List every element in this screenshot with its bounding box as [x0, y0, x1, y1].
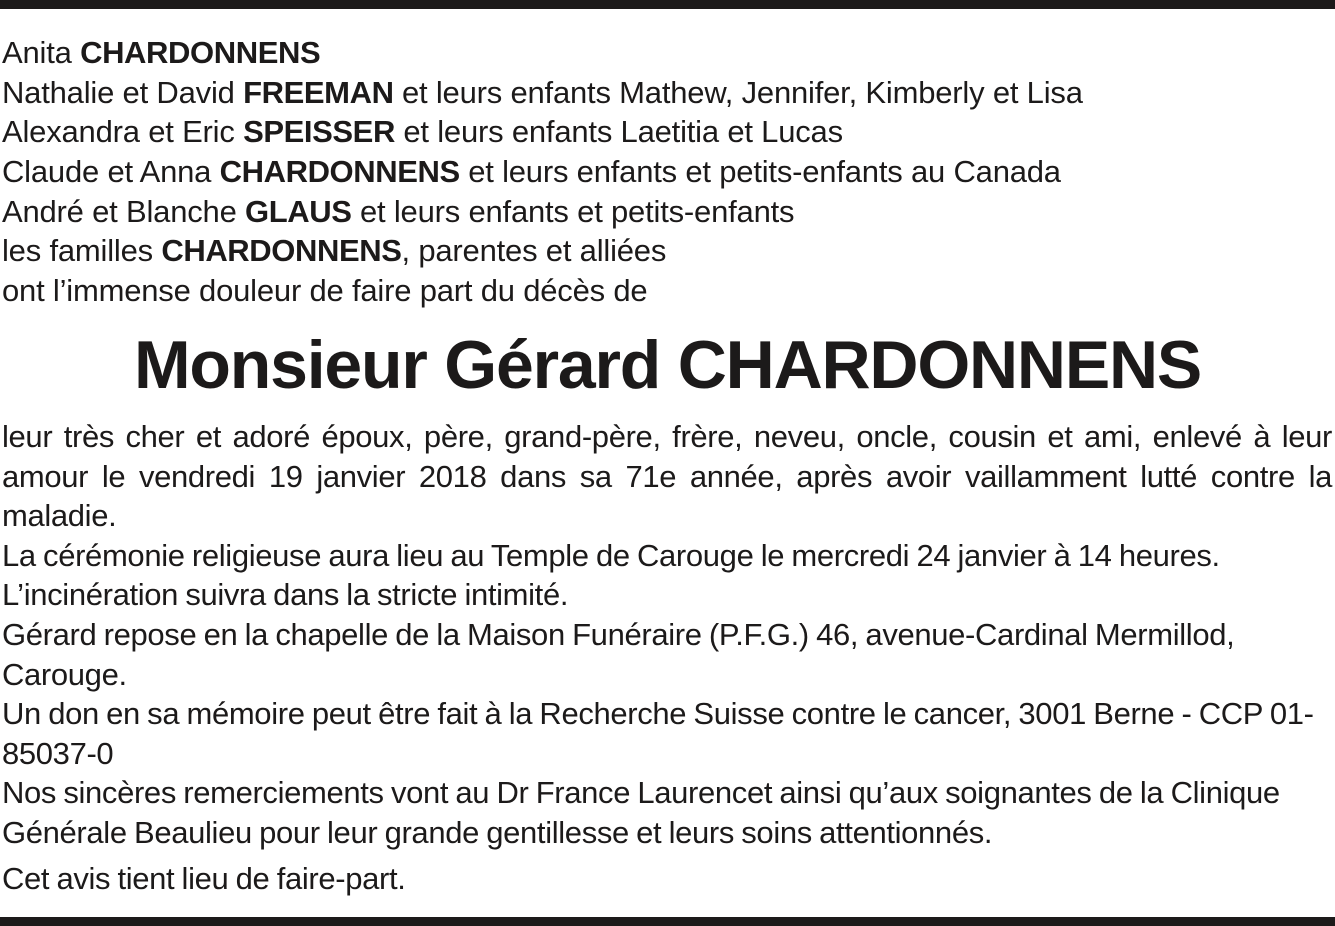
thanks-paragraph: Nos sincères remerciements vont au Dr France Laurencet ainsi qu’aux soignantes de la Clinique Générale Beaulieu pour leur grande gentillesse et leurs soins attentionnés.	[2, 775, 1280, 850]
tribute-paragraph: leur très cher et adoré époux, père, grand-père, frère, neveu, oncle, cousin et ami, enlevé à leur amour le vendredi 19 janvier 2018 dans sa 71e année, après avoir vaillamment lutté contre la maladie.	[2, 419, 1332, 534]
family-line: les familles CHARDONNENS, parentes et alliées	[2, 233, 667, 269]
family-line: Anita CHARDONNENS	[2, 35, 321, 70]
closing-line: Cet avis tient lieu de faire-part.	[2, 860, 406, 896]
family-line: André et Blanche GLAUS et leurs enfants et petits-enfants	[2, 193, 795, 229]
bottom-border-rule	[0, 917, 1335, 926]
deceased-name: Monsieur Gérard CHARDONNENS	[133, 327, 1202, 403]
family-line: Nathalie et David FREEMAN et leurs enfants Mathew, Jennifer, Kimberly et Lisa	[2, 74, 1083, 110]
announcement-line: ont l’immense douleur de faire part du décès de	[2, 273, 648, 309]
top-border-rule	[0, 0, 1335, 9]
viewing-paragraph: Gérard repose en la chapelle de la Maison Funéraire (P.F.G.) 46, avenue-Cardinal Mermillod, Carouge.	[2, 616, 1235, 692]
family-line: Claude et Anna CHARDONNENS et leurs enfants et petits-enfants au Canada	[2, 154, 1061, 190]
ceremony-paragraph: La cérémonie religieuse aura lieu au Temple de Carouge le mercredi 24 janvier à 14 heures.	[2, 537, 1220, 573]
family-list	[2, 33, 1332, 311]
family-line: Alexandra et Eric SPEISSER et leurs enfants Laetitia et Lucas	[2, 114, 843, 150]
cremation-paragraph: L’incinération suivra dans la stricte intimité.	[2, 577, 569, 613]
notice-body	[2, 417, 1332, 898]
donation-paragraph: Un don en sa mémoire peut être fait à la Recherche Suisse contre le cancer, 3001 Berne - CCP 01-85037-0	[2, 696, 1314, 771]
